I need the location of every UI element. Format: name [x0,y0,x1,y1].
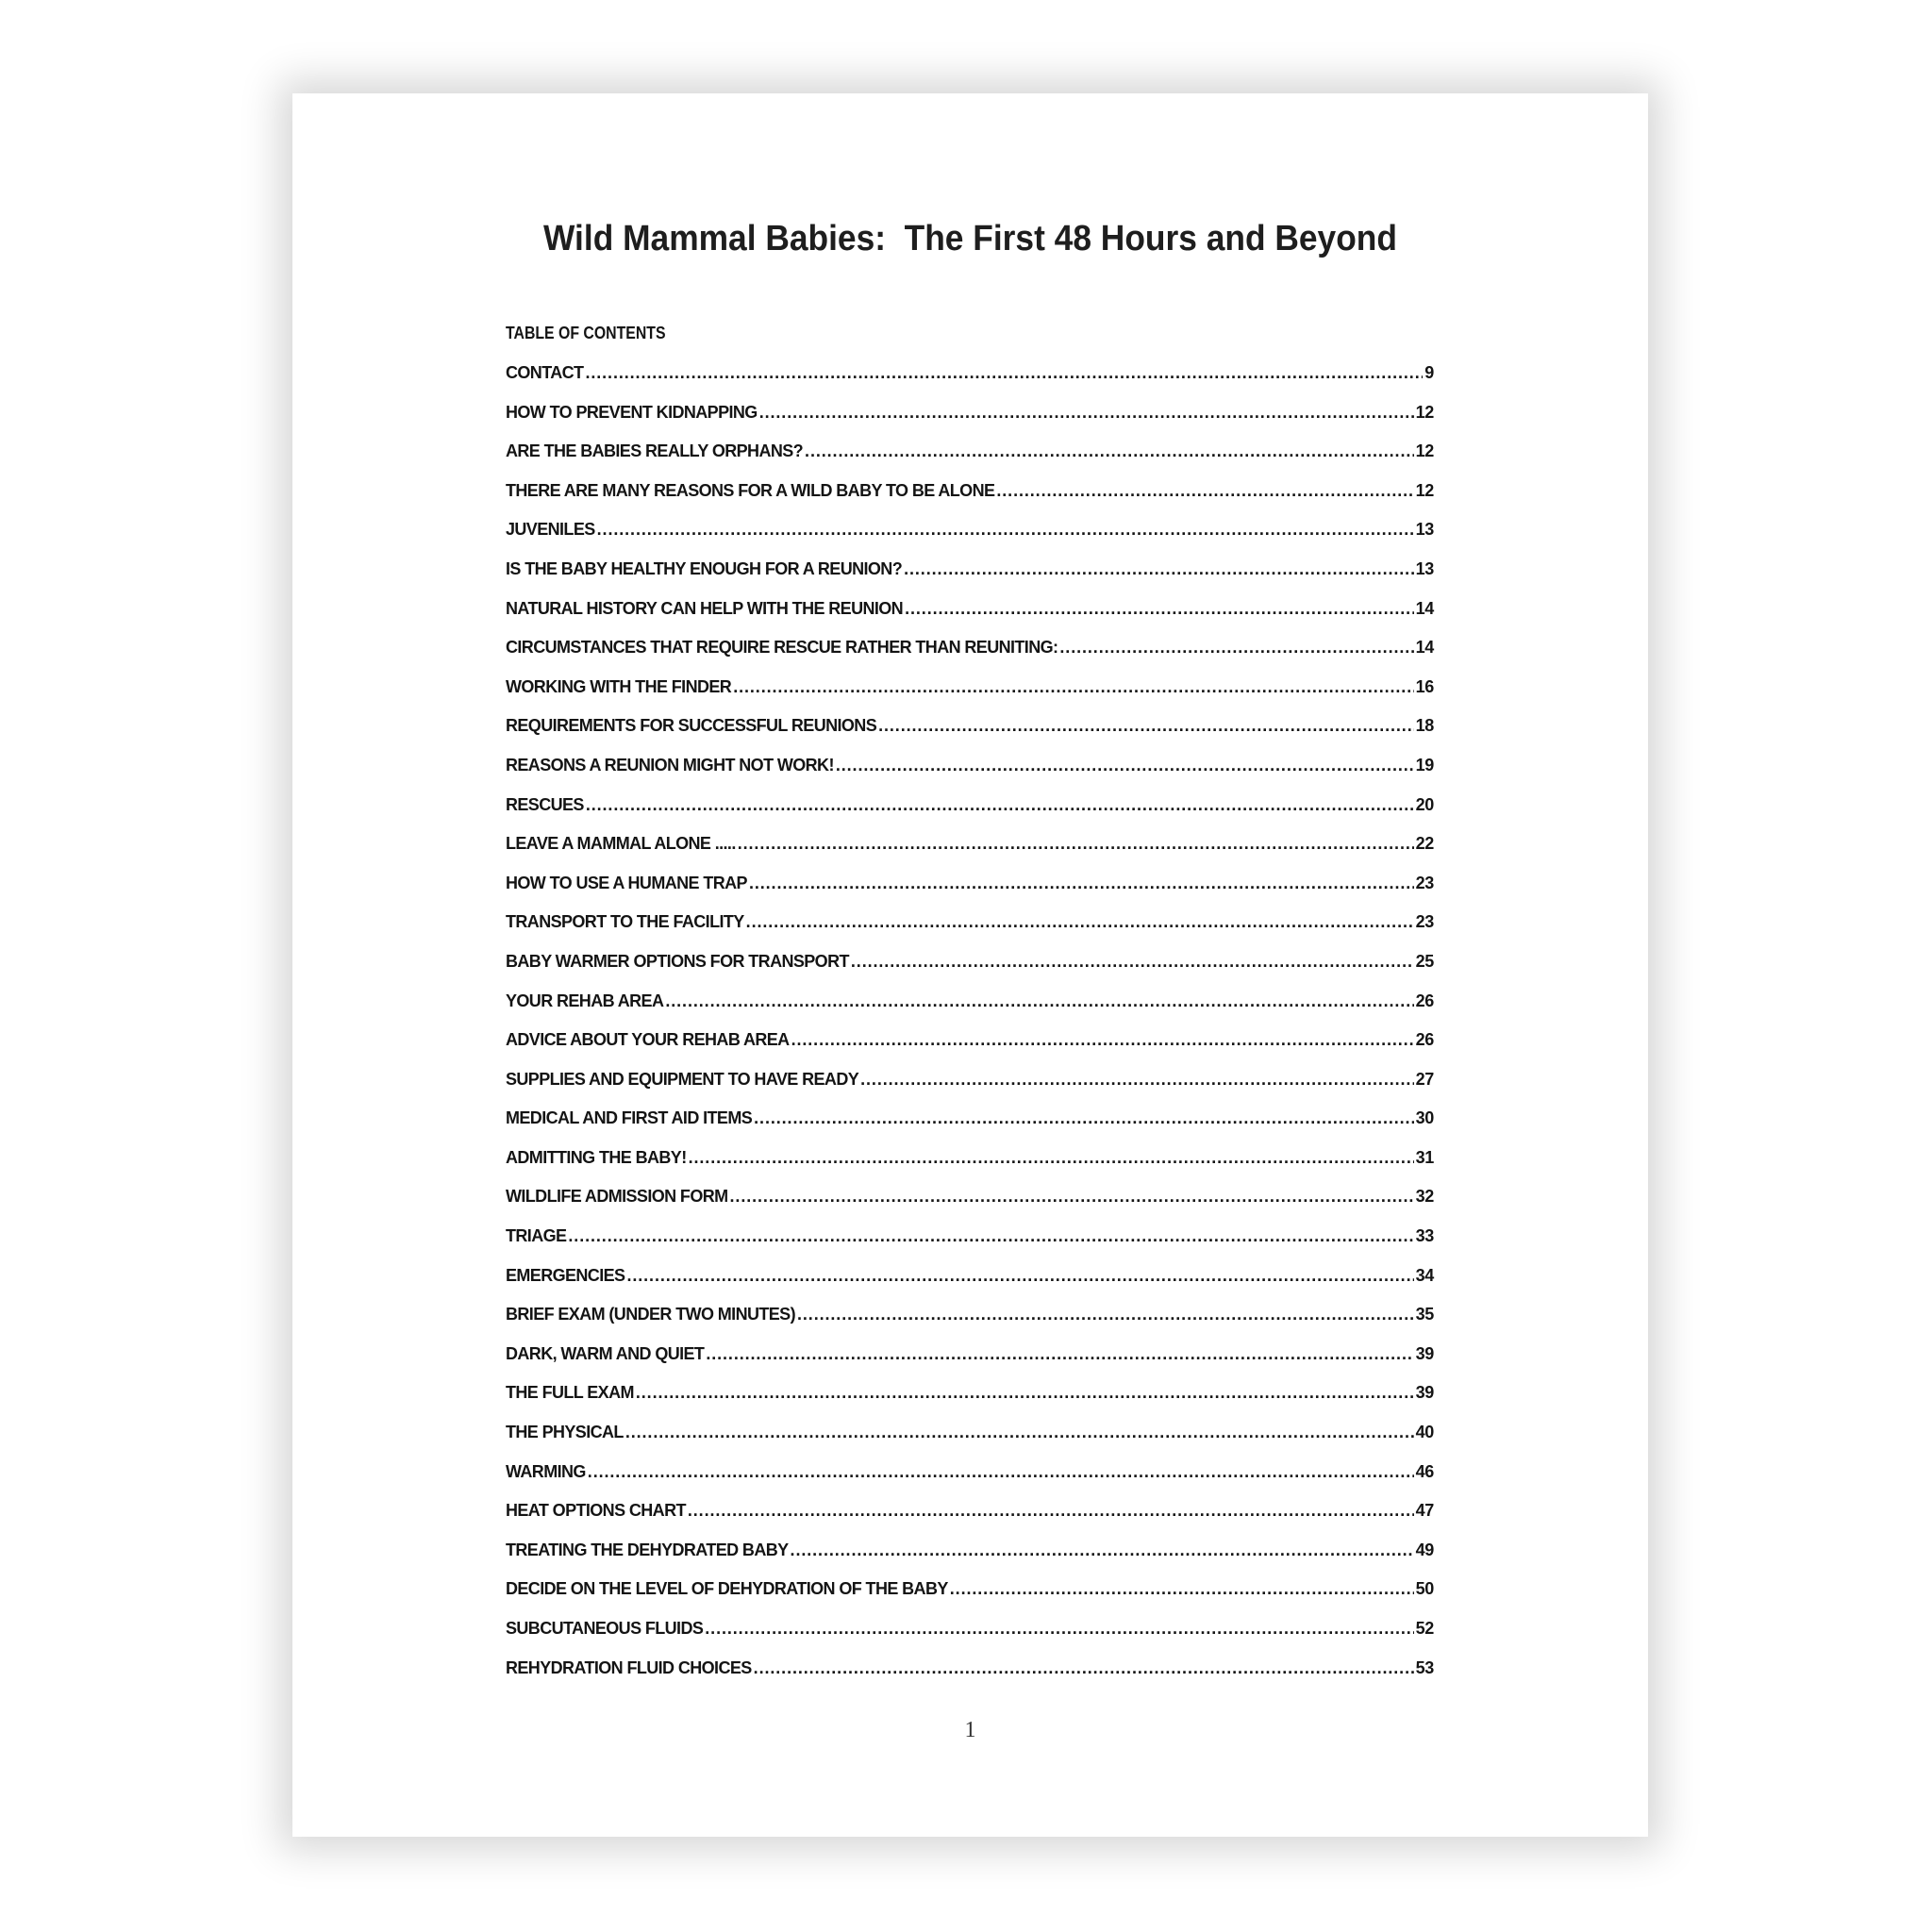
toc-entry-label: ADMITTING THE BABY! [506,1147,687,1167]
toc-entry[interactable] [506,873,1434,912]
toc-entry-page: 20 [1415,794,1434,814]
toc-entry[interactable] [506,1147,1434,1187]
dot-leader [905,598,1413,619]
dot-leader [904,558,1413,579]
toc-entry-label: DARK, WARM AND QUIET [506,1343,705,1363]
toc-entry[interactable] [506,991,1434,1030]
toc-entry-label: MEDICAL AND FIRST AID ITEMS [506,1108,753,1128]
dot-leader [730,1186,1414,1207]
toc-entry-label: WORKING WITH THE FINDER [506,676,732,696]
dot-leader [851,951,1414,972]
toc-entry[interactable] [506,1540,1434,1579]
toc-entry-label: THE FULL EXAM [506,1383,634,1403]
toc-entry-page: 39 [1415,1343,1434,1363]
dot-leader [705,1618,1413,1639]
dot-leader [805,441,1414,461]
toc-entry[interactable] [506,676,1434,716]
dot-leader [878,715,1413,736]
dot-leader [688,1500,1414,1521]
dot-leader [738,833,1414,854]
toc-entry-label: WARMING [506,1461,586,1481]
page-number: 1 [964,1718,976,1742]
toc-entry-label: WILDLIFE ADMISSION FORM [506,1187,728,1207]
toc-entry-label: YOUR REHAB AREA [506,991,664,1010]
toc-entry-label: THERE ARE MANY REASONS FOR A WILD BABY TO BE ALONE [506,480,995,500]
toc-entry[interactable] [506,480,1434,520]
toc-entry-page: 14 [1415,638,1434,658]
toc-entry-label: BABY WARMER OPTIONS FOR TRANSPORT [506,951,849,971]
dot-leader [1059,637,1413,658]
toc-entry-label: SUPPLIES AND EQUIPMENT TO HAVE READY [506,1069,859,1089]
toc-entry[interactable] [506,637,1434,676]
dot-leader [950,1578,1414,1599]
toc-entry-page: 53 [1415,1657,1434,1677]
dot-leader [625,1422,1414,1442]
toc-entry[interactable] [506,833,1434,873]
dot-leader [759,402,1414,423]
toc-entry-page: 23 [1415,912,1434,932]
toc-entry[interactable] [506,1461,1434,1501]
toc-entry-page: 40 [1415,1423,1434,1442]
toc-entry-label: TRIAGE [506,1226,567,1246]
toc-entry-label: ARE THE BABIES REALLY ORPHANS? [506,441,804,461]
dot-leader [754,1108,1413,1128]
toc-entry-page: 26 [1415,991,1434,1010]
toc-entry-page: 25 [1415,951,1434,971]
toc-entry-page: 33 [1415,1226,1434,1246]
toc-entry[interactable] [506,1343,1434,1383]
toc-entry-label: TREATING THE DEHYDRATED BABY [506,1540,789,1559]
toc-entry-page: 27 [1415,1069,1434,1089]
toc-entry[interactable] [506,715,1434,755]
dot-leader [996,480,1413,501]
toc-entry-label: ADVICE ABOUT YOUR REHAB AREA [506,1030,790,1050]
dot-leader [586,794,1414,815]
toc-entry-page: 47 [1415,1501,1434,1521]
dot-leader [636,1382,1414,1403]
toc-entry-label: HOW TO USE A HUMANE TRAP [506,873,747,892]
toc-entry-page: 34 [1415,1265,1434,1285]
toc-entry-label: CONTACT [506,363,584,382]
dot-leader [689,1147,1414,1168]
toc-entry[interactable] [506,1382,1434,1422]
dot-leader [791,1540,1414,1560]
toc-entry-label: LEAVE A MAMMAL ALONE ..... [506,834,736,854]
toc-entry[interactable] [506,755,1434,794]
toc-entry-page: 52 [1415,1619,1434,1638]
toc-entry[interactable] [506,1618,1434,1657]
toc-entry-label: HOW TO PREVENT KIDNAPPING [506,402,758,422]
toc-list [506,362,1434,1696]
dot-leader [588,1461,1414,1482]
toc-entry[interactable] [506,911,1434,951]
toc-entry[interactable] [506,1108,1434,1147]
toc-entry-page: 30 [1415,1108,1434,1128]
document-title: Wild Mammal Babies: The First 48 Hours and Beyond [543,219,1397,258]
toc-entry[interactable] [506,1265,1434,1305]
toc-entry-label: SUBCUTANEOUS FLUIDS [506,1619,704,1638]
toc-entry-page: 23 [1415,873,1434,892]
toc-entry-page: 16 [1415,676,1434,696]
document-page [292,93,1648,1837]
toc-entry-label: BRIEF EXAM (UNDER TWO MINUTES) [506,1305,795,1324]
toc-entry-page: 49 [1415,1540,1434,1559]
dot-leader [797,1304,1414,1324]
dot-leader [749,873,1414,893]
toc-entry-page: 12 [1415,480,1434,500]
toc-entry[interactable] [506,1225,1434,1265]
toc-entry-label: JUVENILES [506,520,595,540]
toc-entry-label: REQUIREMENTS FOR SUCCESSFUL REUNIONS [506,716,877,736]
toc-entry-page: 9 [1424,363,1434,382]
dot-leader [791,1029,1414,1050]
toc-entry-page: 31 [1415,1147,1434,1167]
toc-entry-label: REHYDRATION FLUID CHOICES [506,1657,752,1677]
toc-entry-page: 13 [1415,520,1434,540]
toc-entry[interactable] [506,1657,1434,1697]
toc-entry[interactable] [506,1578,1434,1618]
toc-entry-label: TRANSPORT TO THE FACILITY [506,912,744,932]
toc-entry[interactable] [506,441,1434,480]
toc-entry[interactable] [506,362,1434,402]
toc-entry-label: HEAT OPTIONS CHART [506,1501,686,1521]
dot-leader [733,676,1413,697]
toc-entry-label: DECIDE ON THE LEVEL OF DEHYDRATION OF THE BABY [506,1579,948,1599]
toc-entry-page: 18 [1415,716,1434,736]
dot-leader [860,1069,1413,1090]
dot-leader [754,1657,1414,1678]
toc-entry[interactable] [506,598,1434,638]
toc-entry[interactable] [506,794,1434,834]
toc-heading: TABLE OF CONTENTS [506,324,666,342]
dot-leader [706,1343,1413,1364]
dot-leader [746,911,1414,932]
toc-entry-label: IS THE BABY HEALTHY ENOUGH FOR A REUNION? [506,558,903,578]
dot-leader [665,991,1413,1011]
dot-leader [568,1225,1413,1246]
dot-leader [585,362,1423,383]
toc-entry[interactable] [506,1500,1434,1540]
toc-entry[interactable] [506,1304,1434,1343]
dot-leader [836,755,1414,775]
toc-entry-page: 12 [1415,441,1434,461]
toc-entry-label: THE PHYSICAL [506,1423,624,1442]
toc-entry-page: 12 [1415,402,1434,422]
toc-entry-label: NATURAL HISTORY CAN HELP WITH THE REUNION [506,598,904,618]
dot-leader [597,519,1414,540]
toc-entry[interactable] [506,951,1434,991]
toc-entry-page: 46 [1415,1461,1434,1481]
toc-entry-page: 35 [1415,1305,1434,1324]
toc-entry-page: 26 [1415,1030,1434,1050]
toc-entry-label: REASONS A REUNION MIGHT NOT WORK! [506,755,834,774]
toc-entry[interactable] [506,1186,1434,1225]
toc-entry[interactable] [506,402,1434,441]
toc-entry-page: 14 [1415,598,1434,618]
toc-entry[interactable] [506,558,1434,598]
toc-entry[interactable] [506,519,1434,558]
toc-entry-page: 39 [1415,1383,1434,1403]
toc-entry-page: 19 [1415,755,1434,774]
toc-entry-page: 13 [1415,558,1434,578]
toc-entry[interactable] [506,1069,1434,1108]
toc-entry[interactable] [506,1422,1434,1461]
toc-entry-page: 50 [1415,1579,1434,1599]
toc-entry-page: 32 [1415,1187,1434,1207]
toc-entry-label: CIRCUMSTANCES THAT REQUIRE RESCUE RATHER THAN REUNITING: [506,638,1058,658]
dot-leader [626,1265,1413,1286]
toc-entry[interactable] [506,1029,1434,1069]
toc-entry-label: RESCUES [506,794,584,814]
toc-entry-label: EMERGENCIES [506,1265,625,1285]
toc-entry-page: 22 [1415,834,1434,854]
